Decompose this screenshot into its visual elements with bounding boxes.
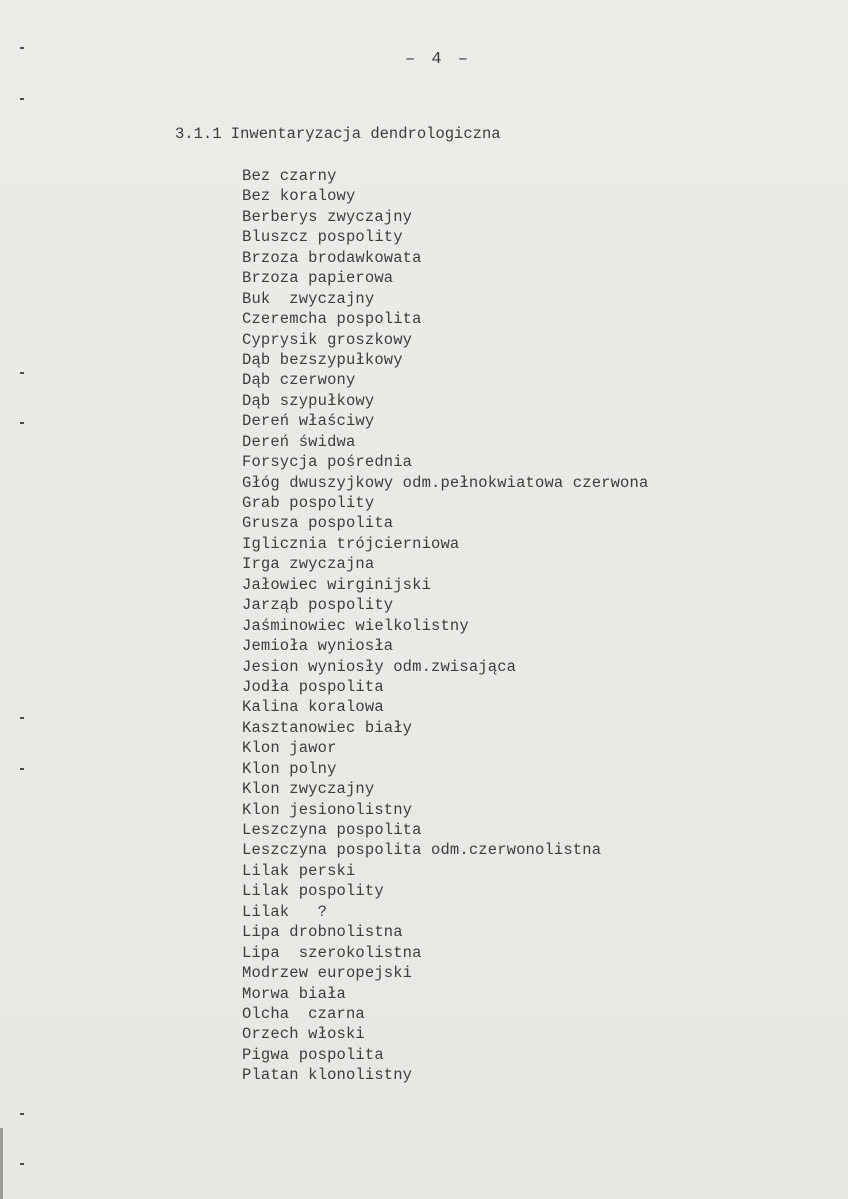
section-heading: 3.1.1 Inwentaryzacja dendrologiczna: [175, 125, 501, 143]
list-item: Czeremcha pospolita: [242, 310, 422, 329]
list-item: Dąb bezszypułkowy: [242, 350, 403, 369]
list-item: Klon zwyczajny: [242, 780, 375, 799]
list-item: Bez czarny: [242, 167, 337, 185]
list-item: Dereń świdwa: [242, 432, 356, 451]
margin-mark: [20, 768, 24, 770]
page-number: – 4 –: [405, 50, 472, 69]
list-item: Jodła pospolita: [242, 677, 384, 696]
list-item: Lipa drobnolistna: [242, 923, 403, 942]
list-item: Klon polny: [242, 759, 337, 778]
list-item: Lilak perski: [242, 861, 356, 880]
list-item: Olcha czarna: [242, 1004, 365, 1023]
list-item: Leszczyna pospolita: [242, 821, 422, 839]
list-item: Kasztanowiec biały: [242, 718, 413, 737]
margin-mark: [20, 422, 24, 424]
margin-mark: [20, 98, 24, 100]
list-item: Klon jesionolistny: [242, 800, 413, 819]
species-list: [242, 166, 648, 1086]
list-item: Grusza pospolita: [242, 514, 394, 533]
list-item: Jesion wyniosły odm.zwisająca: [242, 657, 517, 676]
list-item: Brzoza brodawkowata: [242, 248, 422, 267]
list-item: Brzoza papierowa: [242, 269, 394, 288]
list-item: Pigwa pospolita: [242, 1045, 384, 1064]
page-edge: [0, 1128, 3, 1199]
list-item: Irga zwyczajna: [242, 555, 375, 574]
list-item: Lilak pospolity: [242, 882, 384, 901]
list-item: Jemioła wyniosła: [242, 637, 394, 656]
list-item: Buk zwyczajny: [242, 289, 375, 308]
list-item: Jarząb pospolity: [242, 596, 394, 615]
margin-mark: [20, 372, 24, 374]
list-item: Kalina koralowa: [242, 698, 384, 717]
margin-mark: [20, 717, 24, 719]
list-item: Cyprysik groszkowy: [242, 330, 413, 349]
list-item: Platan klonolistny: [242, 1066, 413, 1085]
margin-mark: [20, 1113, 24, 1115]
list-item: Leszczyna pospolita odm.czerwonolistna: [242, 841, 602, 860]
list-item: Dąb czerwony: [242, 371, 356, 390]
list-item: Grab pospolity: [242, 494, 375, 512]
list-item: Lilak ?: [242, 902, 328, 921]
list-item: Berberys zwyczajny: [242, 207, 413, 226]
list-item: Jaśminowiec wielkolistny: [242, 616, 469, 635]
list-item: Dąb szypułkowy: [242, 391, 375, 410]
list-item: Jałowiec wirginijski: [242, 575, 432, 594]
list-item: Lipa szerokolistna: [242, 943, 422, 962]
list-item: Morwa biała: [242, 984, 346, 1003]
list-item: Iglicznia trójcierniowa: [242, 534, 460, 553]
list-item: Klon jawor: [242, 739, 337, 758]
list-item: Bez koralowy: [242, 187, 356, 206]
list-item: Głóg dwuszyjkowy odm.pełnokwiatowa czerwona: [242, 473, 649, 492]
list-item: Modrzew europejski: [242, 964, 413, 983]
list-item: Forsycja pośrednia: [242, 453, 413, 472]
margin-mark: [20, 1163, 24, 1165]
margin-mark: [20, 47, 24, 49]
list-item: Dereń właściwy: [242, 412, 375, 431]
list-item: Orzech włoski: [242, 1025, 365, 1044]
list-item: Bluszcz pospolity: [242, 228, 403, 247]
